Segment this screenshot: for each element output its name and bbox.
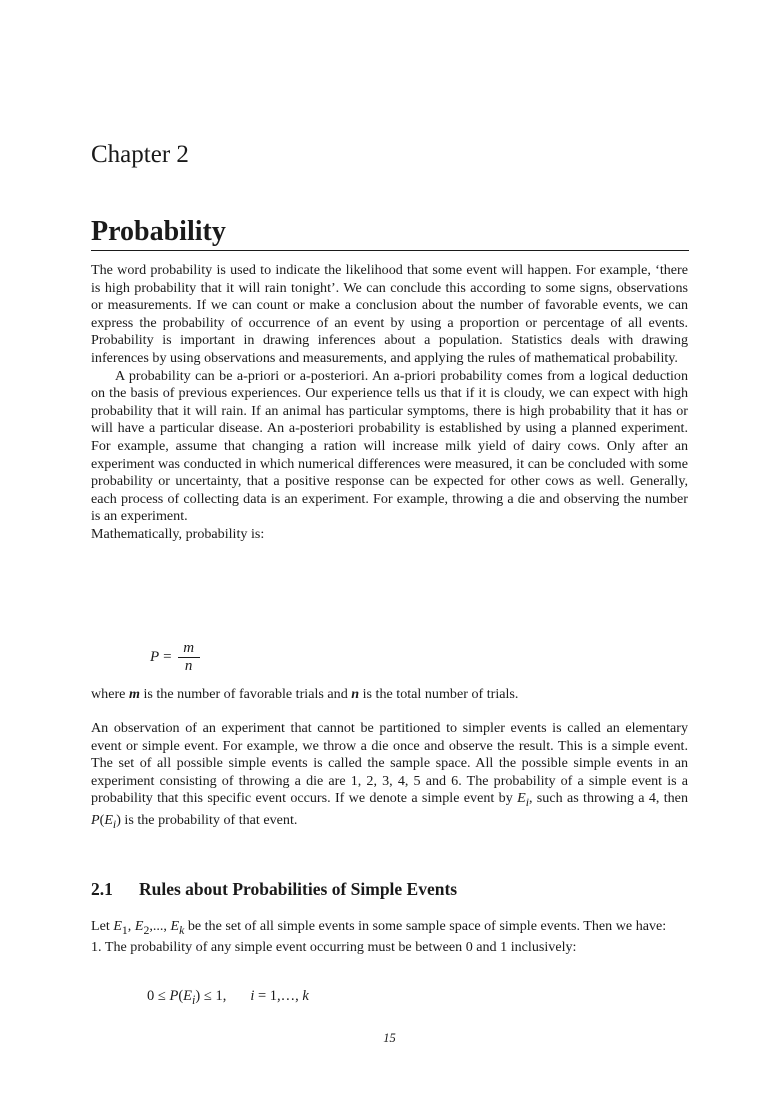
elementary-ei-sub: i <box>525 796 529 810</box>
elementary-text-1: An observation of an experiment that cannot be partitioned to simpler events is called an elementary event or simple event. For example, we throw a die once and observe the result. This is a simple event. The set of all possible simple events is called the sample space. All the possible simple events in an experiment consisting of throwing a die are 1, 2, 3, 4, 5 and 6. The probability of a simple event is a probability that this specific event occurs. If we denote a simple event by <box>91 720 688 807</box>
rules-dots: ,..., <box>149 918 171 934</box>
ineq-open: ( <box>178 988 184 1004</box>
rules-comma-1: , <box>127 918 135 934</box>
where-text-1: where <box>91 686 129 702</box>
section-heading <box>91 878 457 900</box>
elementary-event-section <box>91 720 688 833</box>
where-text-2: is the number of favorable trials and <box>139 686 352 702</box>
where-n: n <box>351 686 360 702</box>
ineq-k: k <box>302 988 309 1004</box>
probability-formula <box>150 640 200 675</box>
section-number: 2.1 <box>91 879 113 899</box>
formula-lhs: P <box>150 649 160 665</box>
elementary-close-paren: ) <box>116 811 121 828</box>
title-rule <box>91 250 689 251</box>
ineq-e: E <box>183 988 193 1004</box>
where-paragraph <box>91 686 688 704</box>
where-section <box>91 686 688 704</box>
elementary-pe-sub: i <box>112 817 117 831</box>
elementary-paragraph <box>91 720 688 833</box>
formula-fraction <box>178 640 200 675</box>
chapter-title: Probability <box>91 216 226 247</box>
formula-denominator: n <box>184 658 193 674</box>
elementary-p: P <box>91 811 100 828</box>
elementary-open-paren: ( <box>99 811 105 828</box>
elementary-ei: E <box>517 790 526 807</box>
intro-paragraph-3: Mathematically, probability is: <box>91 525 265 542</box>
ineq-right: ≤ 1, <box>200 988 227 1004</box>
rules-section <box>91 918 688 957</box>
intro-paragraph-2: A probability can be a-priori or a-posteriori. An a-priori probability comes from a logical deduction on the basis of previous experiences. Our experience tells us that if it is cloudy, we can expect with high probability that it will rain. If an animal has particular symptoms, there is high probability that it has or will have a particular disease. An a-posteriori probability is established by using a planned experiment. For example, assume that changing a ration will increase milk yield of dairy cows. Only after an experiment was conducted in which numerical differences were measured, it can be concluded with some probability or uncertainty, that a positive response can be expected for other cows as well. Generally, each process of collecting data is an experiment. For example, throwing a die and observing the number is an experiment. <box>91 367 688 525</box>
page-number: 15 <box>383 1031 396 1045</box>
rules-intro-paragraph <box>91 918 688 939</box>
rules-e1: E <box>113 918 122 934</box>
rules-ek-sub: k <box>179 923 185 937</box>
formula-numerator: m <box>183 640 195 656</box>
ineq-e-sub: i <box>192 992 196 1007</box>
ineq-left: 0 ≤ <box>147 988 170 1004</box>
intro-section <box>91 262 688 544</box>
rule-1: 1. The probability of any simple event occurring must be between 0 and 1 inclusively: <box>91 939 577 956</box>
ineq-p: P <box>169 988 179 1004</box>
formula-equals: = <box>163 649 172 665</box>
elementary-pe: E <box>104 811 113 828</box>
elementary-text-2: , such as throwing a 4, then <box>528 790 688 807</box>
rules-rest: be the set of all simple events in some sample space of simple events. Then we have: <box>184 918 667 934</box>
where-text-3: is the total number of trials. <box>359 686 519 702</box>
elementary-text-3: is the probability of that event. <box>120 811 298 828</box>
ineq-close: ) <box>195 988 201 1004</box>
section-title: Rules about Probabilities of Simple Events <box>139 879 458 899</box>
where-m: m <box>128 686 140 702</box>
rules-e2-sub: 2 <box>143 923 150 937</box>
inequality-formula <box>147 987 309 1009</box>
intro-paragraph-1: The word probability is used to indicate the likelihood that some event will happen. For example, ‘there is high probability that it will rain tonight’. We can conclude this according to some signs, observations or measurements. If we can count or make a conclusion about the number of favorable events, we can express the probability of occurrence of an event by using a proportion or percentage of all events. Probability is important in drawing inferences about a population. Statistics deals with drawing inferences by using observations and measurements, and applying the rules of mathematical probability. <box>91 262 688 366</box>
rules-let: Let <box>91 918 114 934</box>
ineq-range: = 1,…, <box>254 988 303 1004</box>
chapter-label: Chapter 2 <box>91 141 189 168</box>
rules-e1-sub: 1 <box>121 923 128 937</box>
rules-ek: E <box>170 918 180 934</box>
rules-e2: E <box>134 918 144 934</box>
ineq-i: i <box>250 988 255 1004</box>
